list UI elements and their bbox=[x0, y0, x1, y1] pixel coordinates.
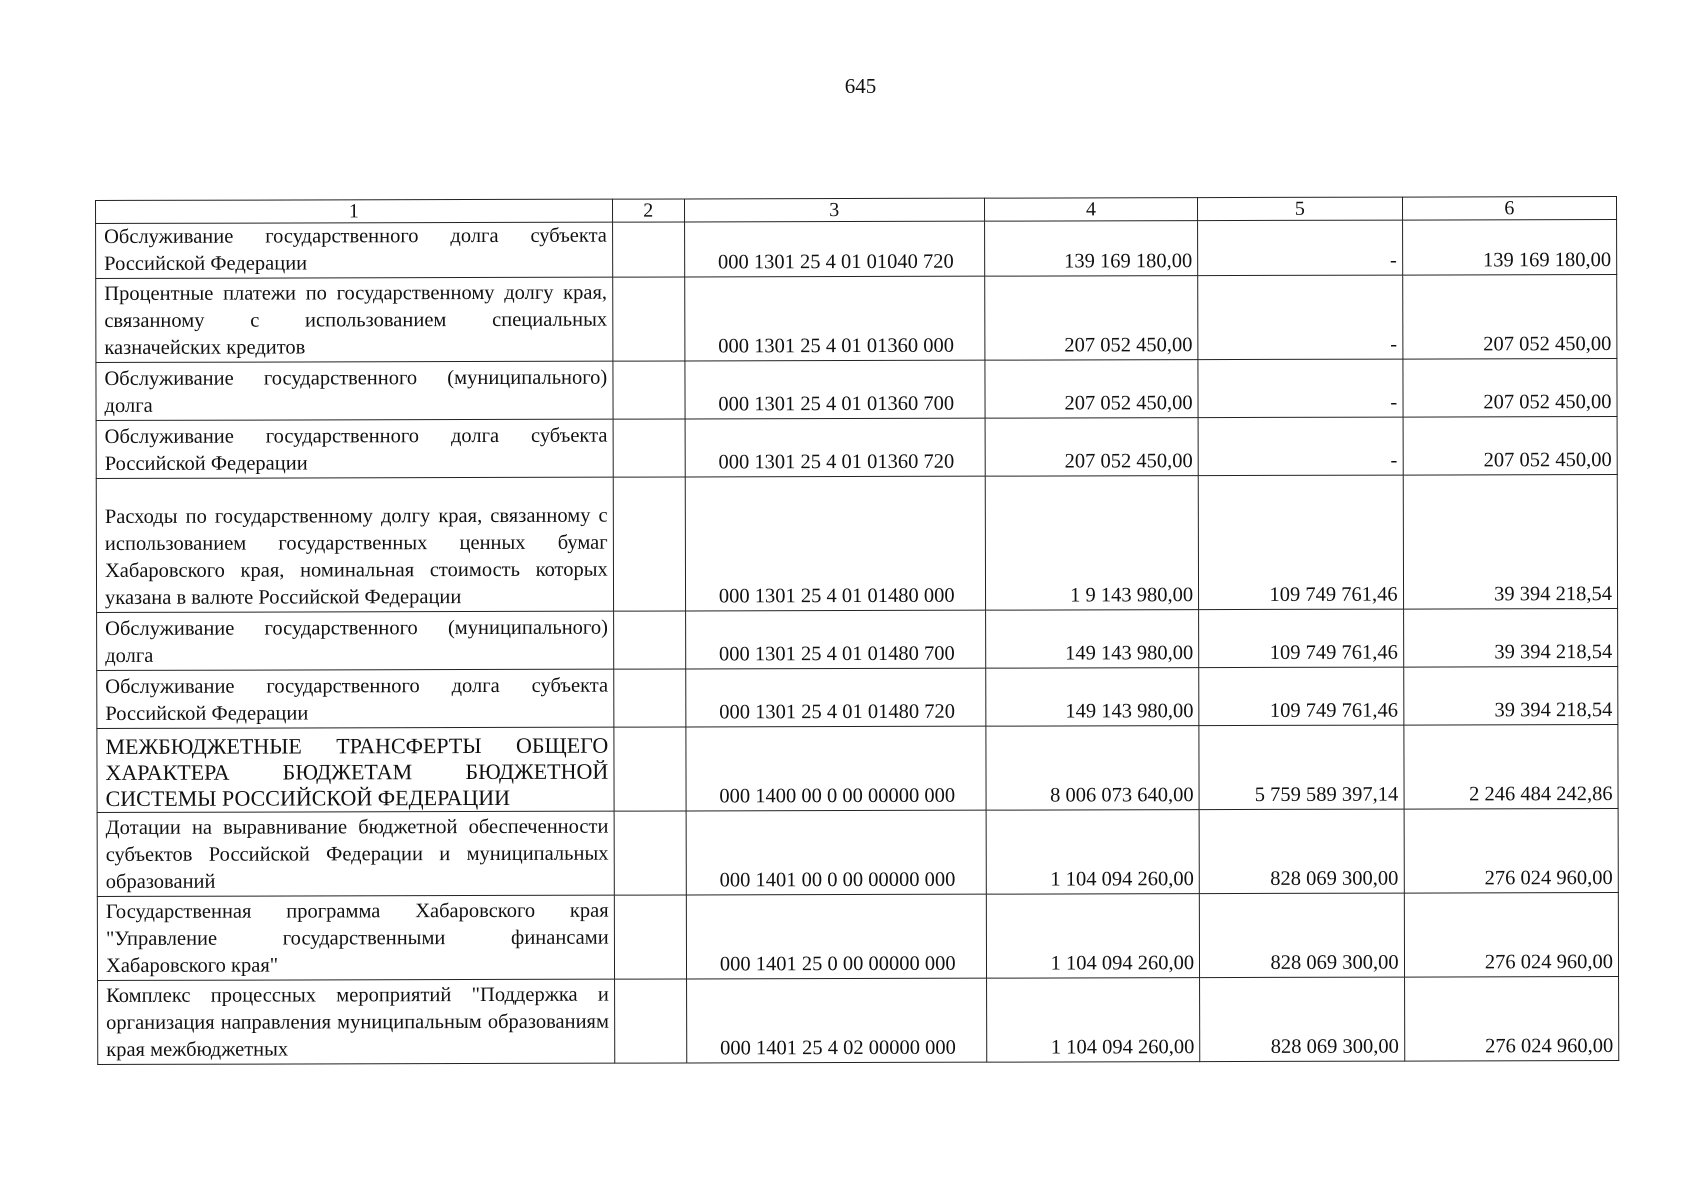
column-header: 6 bbox=[1402, 197, 1616, 221]
row-value-6-cell: 207 052 450,00 bbox=[1402, 275, 1617, 360]
row-name-cell: МЕЖБЮДЖЕТНЫЕ ТРАНСФЕРТЫ ОБЩЕГО ХАРАКТЕРА БЮДЖЕТАМ БЮДЖЕТНОЙ СИСТЕМЫ РОССИЙСКОЙ ФЕДЕРАЦИИ bbox=[97, 727, 614, 812]
row-value-5-cell: 5 759 589 397,14 bbox=[1199, 725, 1404, 810]
row-value-6-cell: 2 246 484 242,86 bbox=[1404, 725, 1619, 810]
row-name-cell: Комплекс процессных мероприятий "Поддержка и организация направления муниципальным образованиям края межбюджетных bbox=[98, 979, 615, 1064]
row-value-4-cell: 149 143 980,00 bbox=[985, 610, 1198, 669]
row-name-cell: Процентные платежи по государственному долгу края, связанному с использованием специальных казначейских кредитов bbox=[96, 277, 613, 362]
row-col2-cell bbox=[613, 611, 685, 669]
row-value-6-cell: 39 394 218,54 bbox=[1403, 667, 1618, 726]
row-value-6-cell: 39 394 218,54 bbox=[1403, 609, 1618, 668]
row-code-cell: 000 1401 25 0 00 00000 000 bbox=[686, 894, 987, 979]
row-value-6-cell: 207 052 450,00 bbox=[1403, 417, 1618, 476]
row-col2-cell bbox=[613, 361, 685, 419]
table-row bbox=[96, 220, 1617, 279]
row-value-4-cell: 207 052 450,00 bbox=[985, 276, 1198, 361]
row-name-cell: Дотации на выравнивание бюджетной обеспеченности субъектов Российской Федерации и муниципальных образований bbox=[97, 811, 614, 896]
row-col2-cell bbox=[614, 979, 686, 1063]
row-code-cell: 000 1401 00 0 00 00000 000 bbox=[686, 810, 987, 895]
row-value-6-cell: 39 394 218,54 bbox=[1403, 475, 1618, 610]
row-value-6-cell: 276 024 960,00 bbox=[1404, 893, 1619, 978]
row-code-cell: 000 1301 25 4 01 01360 700 bbox=[685, 360, 985, 419]
row-value-5-cell: 828 069 300,00 bbox=[1199, 809, 1404, 894]
row-col2-cell bbox=[613, 477, 685, 611]
column-header: 2 bbox=[612, 199, 684, 222]
row-col2-cell bbox=[614, 669, 686, 727]
row-name-cell: Обслуживание государственного долга субъекта Российской Федерации bbox=[97, 669, 614, 728]
column-header: 5 bbox=[1198, 197, 1403, 221]
table-row bbox=[97, 667, 1618, 729]
table-row bbox=[97, 725, 1618, 813]
table-body bbox=[96, 220, 1619, 1065]
row-value-6-cell: 139 169 180,00 bbox=[1402, 220, 1617, 276]
row-value-5-cell: - bbox=[1198, 417, 1403, 476]
budget-table bbox=[95, 196, 1619, 1065]
column-header: 1 bbox=[96, 199, 613, 223]
row-value-5-cell: 828 069 300,00 bbox=[1199, 893, 1404, 978]
row-value-6-cell: 276 024 960,00 bbox=[1404, 809, 1619, 894]
row-col2-cell bbox=[614, 811, 686, 895]
row-value-4-cell: 139 169 180,00 bbox=[984, 221, 1197, 277]
row-code-cell: 000 1301 25 4 01 01480 000 bbox=[685, 476, 986, 611]
table-row bbox=[96, 475, 1617, 613]
row-value-5-cell: - bbox=[1198, 220, 1403, 276]
row-value-6-cell: 276 024 960,00 bbox=[1404, 977, 1619, 1062]
table-row bbox=[96, 359, 1617, 421]
row-name-cell: Обслуживание государственного (муниципального) долга bbox=[97, 611, 614, 670]
row-col2-cell bbox=[612, 222, 684, 277]
row-code-cell: 000 1301 25 4 01 01360 720 bbox=[685, 418, 985, 477]
row-col2-cell bbox=[613, 419, 685, 477]
row-value-4-cell: 207 052 450,00 bbox=[985, 418, 1198, 477]
row-value-4-cell: 1 104 094 260,00 bbox=[986, 810, 1199, 895]
row-code-cell: 000 1400 00 0 00 00000 000 bbox=[685, 726, 986, 811]
row-value-5-cell: 109 749 761,46 bbox=[1199, 667, 1404, 726]
table-row bbox=[96, 417, 1617, 479]
row-name-cell: Расходы по государственному долгу края, связанному с использованием государственных ценных бумаг Хабаровского края, номинальная стоимость которых указана в валюте Российской Федерации bbox=[96, 477, 613, 612]
row-col2-cell bbox=[612, 277, 684, 361]
row-value-5-cell: - bbox=[1198, 275, 1403, 360]
table-row bbox=[97, 809, 1618, 897]
table-row bbox=[96, 275, 1617, 363]
row-value-4-cell: 1 104 094 260,00 bbox=[986, 894, 1199, 979]
column-header: 4 bbox=[984, 198, 1197, 222]
row-value-4-cell: 207 052 450,00 bbox=[985, 360, 1198, 419]
row-value-4-cell: 8 006 073 640,00 bbox=[986, 726, 1199, 811]
row-col2-cell bbox=[614, 727, 686, 811]
table-row bbox=[97, 609, 1618, 671]
table-row bbox=[97, 893, 1618, 981]
row-value-5-cell: 109 749 761,46 bbox=[1198, 475, 1403, 610]
column-header: 3 bbox=[684, 198, 984, 222]
row-code-cell: 000 1301 25 4 01 01040 720 bbox=[684, 221, 984, 277]
row-code-cell: 000 1301 25 4 01 01480 720 bbox=[685, 668, 985, 727]
row-value-4-cell: 1 9 143 980,00 bbox=[985, 476, 1199, 611]
row-value-5-cell: 109 749 761,46 bbox=[1199, 609, 1404, 668]
table-row bbox=[98, 977, 1619, 1065]
row-code-cell: 000 1301 25 4 01 01360 000 bbox=[684, 276, 985, 361]
row-name-cell: Обслуживание государственного (муниципального) долга bbox=[96, 361, 613, 420]
row-name-cell: Обслуживание государственного долга субъекта Российской Федерации bbox=[96, 419, 613, 478]
row-col2-cell bbox=[614, 895, 686, 979]
row-value-5-cell: 828 069 300,00 bbox=[1200, 977, 1405, 1062]
row-value-5-cell: - bbox=[1198, 359, 1403, 418]
row-value-4-cell: 149 143 980,00 bbox=[986, 668, 1199, 727]
row-value-4-cell: 1 104 094 260,00 bbox=[986, 978, 1199, 1063]
row-name-cell: Государственная программа Хабаровского края "Управление государственными финансами Хабаровского края" bbox=[97, 895, 614, 980]
row-name-cell: Обслуживание государственного долга субъекта Российской Федерации bbox=[96, 222, 613, 278]
row-code-cell: 000 1301 25 4 01 01480 700 bbox=[685, 610, 985, 669]
page-number: 645 bbox=[844, 74, 877, 98]
row-code-cell: 000 1401 25 4 02 00000 000 bbox=[686, 978, 987, 1063]
row-value-6-cell: 207 052 450,00 bbox=[1403, 359, 1618, 418]
